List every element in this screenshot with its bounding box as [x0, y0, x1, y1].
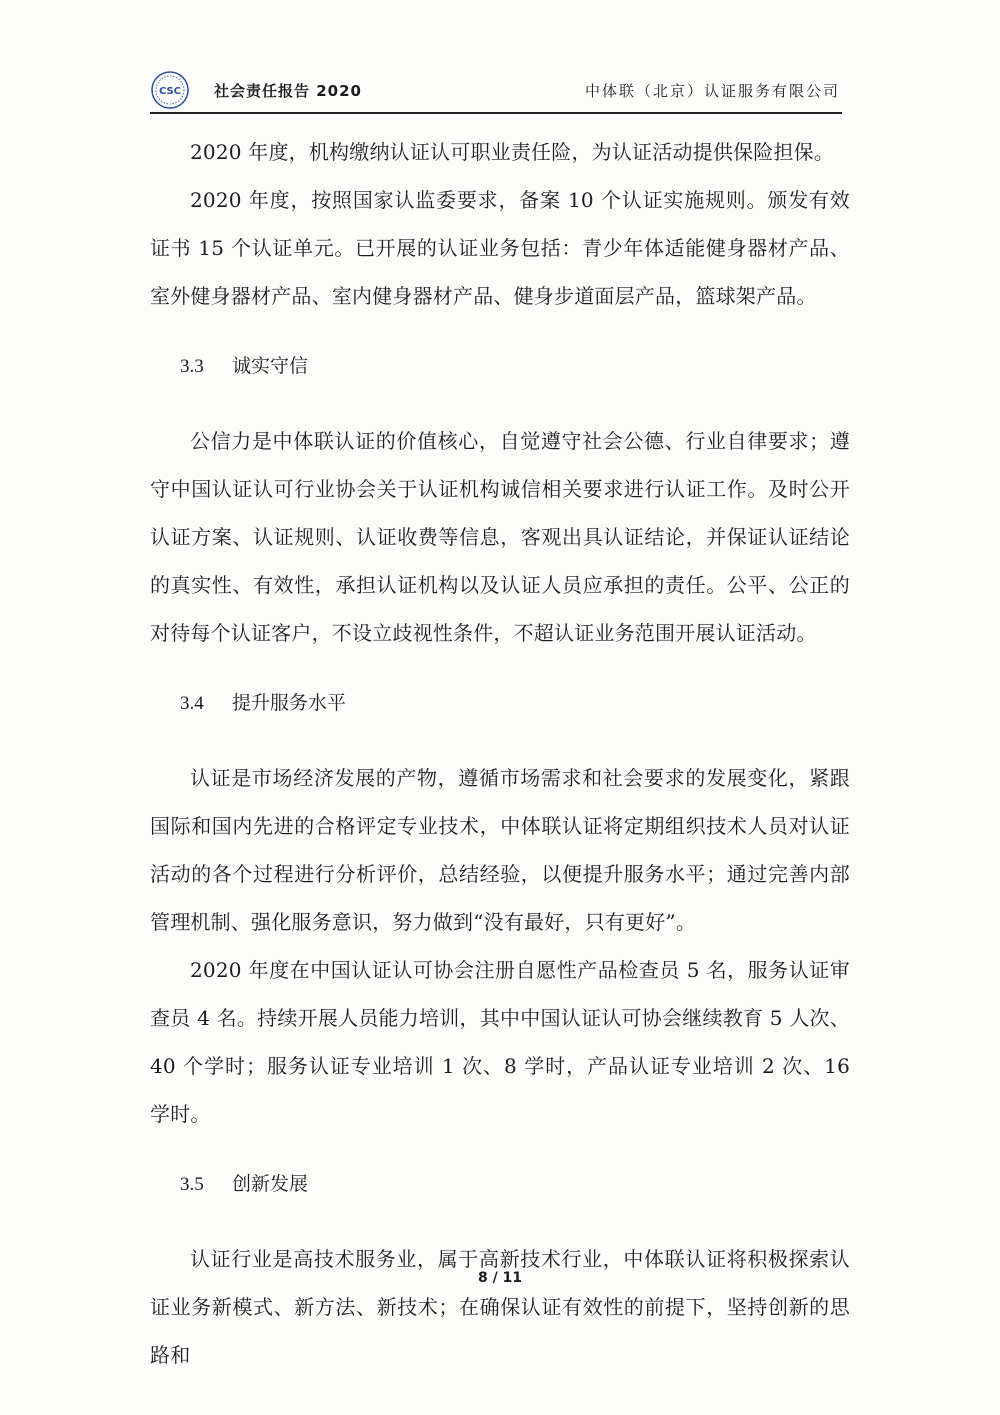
- section-heading-3-3: [180, 342, 850, 391]
- logo-text: CSC: [158, 86, 182, 97]
- section-title: 提升服务水平: [232, 692, 347, 714]
- csc-logo: [150, 70, 190, 110]
- page-number: 8 / 11: [477, 1270, 523, 1286]
- paragraph-insurance: 2020 年度，机构缴纳认证认可职业责任险，为认证活动提供保险担保。: [190, 140, 835, 164]
- section-heading-3-5: [180, 1160, 850, 1209]
- section-heading-3-4: [180, 679, 850, 728]
- section-number: 3.4: [180, 693, 204, 714]
- report-title: 社会责任报告 2020: [214, 82, 362, 100]
- paragraph-training: 2020 年度在中国认证认可协会注册自愿性产品检查员 5 名，服务认证审查员 4 名。持续开展人员能力培训，其中中国认证认可协会继续教育 5 人次、40 个学时；服务认证专业培训 1 次、8 学时，产品认证专业培训 2 次、16 学时。: [150, 958, 850, 1126]
- section-title: 创新发展: [232, 1173, 309, 1195]
- section-title: 诚实守信: [232, 355, 309, 377]
- page-content: [150, 128, 850, 1379]
- paragraph-certification-rules: 2020 年度，按照国家认监委要求，备案 10 个认证实施规则。颁发有效证书 15 个认证单元。已开展的认证业务包括：青少年体适能健身器材产品、室外健身器材产品、室内健身器材产品、健身步道面层产品，篮球架产品。: [150, 188, 850, 308]
- company-name: 中体联（北京）认证服务有限公司: [584, 82, 840, 100]
- paragraph-service-level: 认证是市场经济发展的产物，遵循市场需求和社会要求的发展变化，紧跟国际和国内先进的合格评定专业技术，中体联认证将定期组织技术人员对认证活动的各个过程进行分析评价，总结经验，以便提升服务水平；通过完善内部管理机制、强化服务意识，努力做到“没有最好，只有更好”。: [150, 766, 850, 934]
- section-number: 3.3: [180, 356, 204, 377]
- paragraph-integrity: 公信力是中体联认证的价值核心，自觉遵守社会公德、行业自律要求；遵守中国认证认可行业协会关于认证机构诚信相关要求进行认证工作。及时公开认证方案、认证规则、认证收费等信息，客观出具认证结论，并保证认证结论的真实性、有效性，承担认证机构以及认证人员应承担的责任。公平、公正的对待每个认证客户，不设立歧视性条件，不超认证业务范围开展认证活动。: [150, 429, 850, 645]
- page-header: [150, 62, 842, 114]
- paragraph-innovation: 认证行业是高技术服务业，属于高新技术行业，中体联认证将积极探索认证业务新模式、新方法、新技术；在确保认证有效性的前提下，坚持创新的思路和: [150, 1247, 850, 1367]
- section-number: 3.5: [180, 1174, 204, 1195]
